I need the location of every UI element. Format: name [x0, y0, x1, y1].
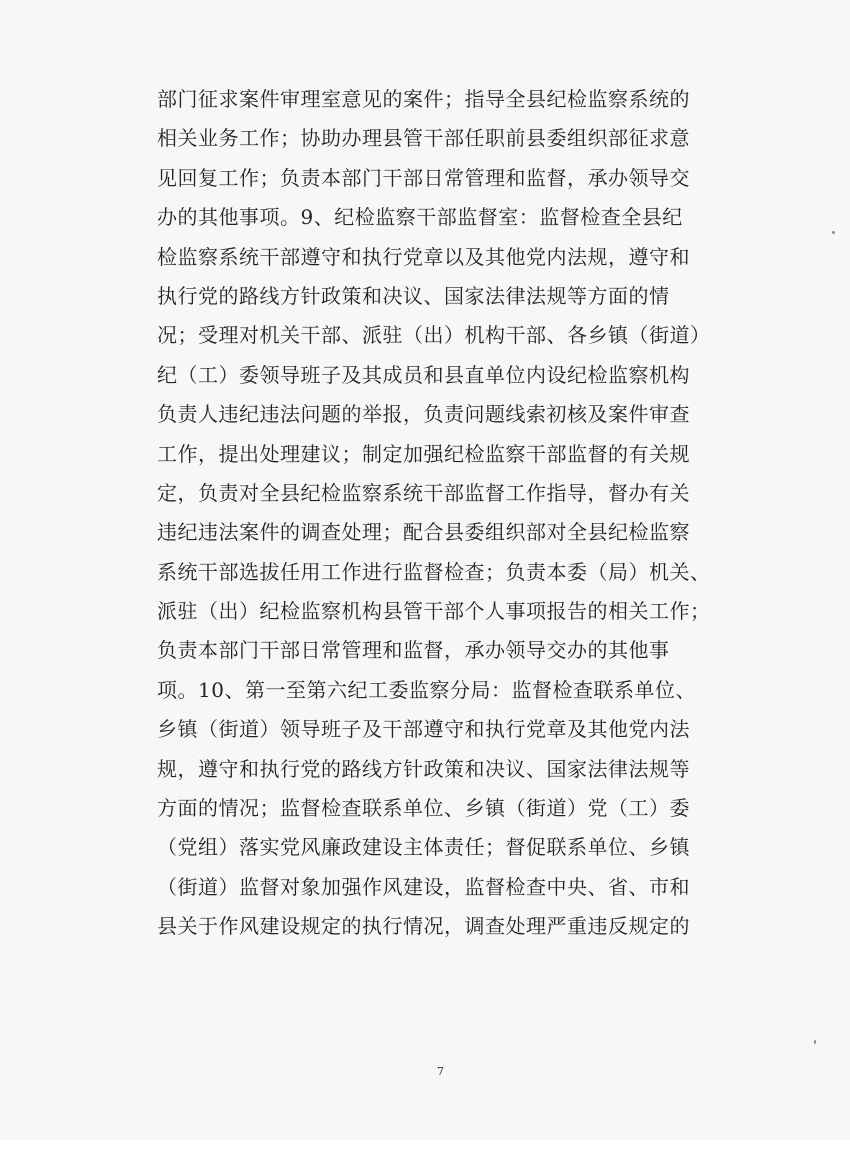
- text-line: 相关业务工作；协助办理县管干部任职前县委组织部征求意: [157, 126, 690, 151]
- text-line: 纪（工）委领导班子及其成员和县直单位内设纪检监察机构: [157, 362, 690, 387]
- page-bottom-margin: [0, 1140, 850, 1170]
- text-line: 方面的情况；监督检查联系单位、乡镇（街道）党（工）委: [157, 796, 690, 821]
- text-line: 派驻（出）纪检监察机构县管干部个人事项报告的相关工作；: [157, 599, 711, 624]
- text-line: 系统干部选拔任用工作进行监督检查；负责本委（局）机关、: [157, 559, 711, 584]
- text-line: 见回复工作；负责本部门干部日常管理和监督，承办领导交: [157, 165, 690, 190]
- scan-speck: [814, 1040, 816, 1044]
- text-line: 县关于作风建设规定的执行情况，调查处理严重违反规定的: [157, 914, 690, 939]
- text-line: 部门征求案件审理室意见的案件；指导全县纪检监察系统的: [157, 87, 690, 111]
- text-line: （街道）监督对象加强作风建设，监督检查中央、省、市和: [157, 874, 690, 899]
- text-line: 项。10、第一至第六纪工委监察分局：监督检查联系单位、: [157, 677, 696, 702]
- text-line: 负责人违纪违法问题的举报，负责问题线索初核及案件审查: [157, 402, 690, 427]
- text-line: 定，负责对全县纪检监察系统干部监督工作指导，督办有关: [157, 480, 690, 505]
- text-line: 执行党的路线方针政策和决议、国家法律法规等方面的情: [157, 283, 670, 308]
- text-line: 办的其他事项。9、纪检监察干部监督室：监督检查全县纪: [157, 205, 683, 230]
- body-text: [157, 80, 747, 947]
- text-line: 规，遵守和执行党的路线方针政策和决议、国家法律法规等: [157, 756, 690, 781]
- text-line: 检监察系统干部遵守和执行党章以及其他党内法规，遵守和: [157, 244, 690, 269]
- scan-speck: [832, 231, 835, 234]
- text-line: 工作，提出处理建议；制定加强纪检监察干部监督的有关规: [157, 441, 690, 466]
- text-line: （党组）落实党风廉政建设主体责任；督促联系单位、乡镇: [157, 835, 690, 860]
- text-line: 违纪违法案件的调查处理；配合县委组织部对全县纪检监察: [157, 520, 690, 545]
- text-line: 乡镇（街道）领导班子及干部遵守和执行党章及其他党内法: [157, 717, 690, 742]
- text-line: 负责本部门干部日常管理和监督，承办领导交办的其他事: [157, 638, 670, 663]
- text-line: 况；受理对机关干部、派驻（出）机构干部、各乡镇（街道）: [157, 323, 711, 348]
- page-number: 7: [437, 1065, 444, 1078]
